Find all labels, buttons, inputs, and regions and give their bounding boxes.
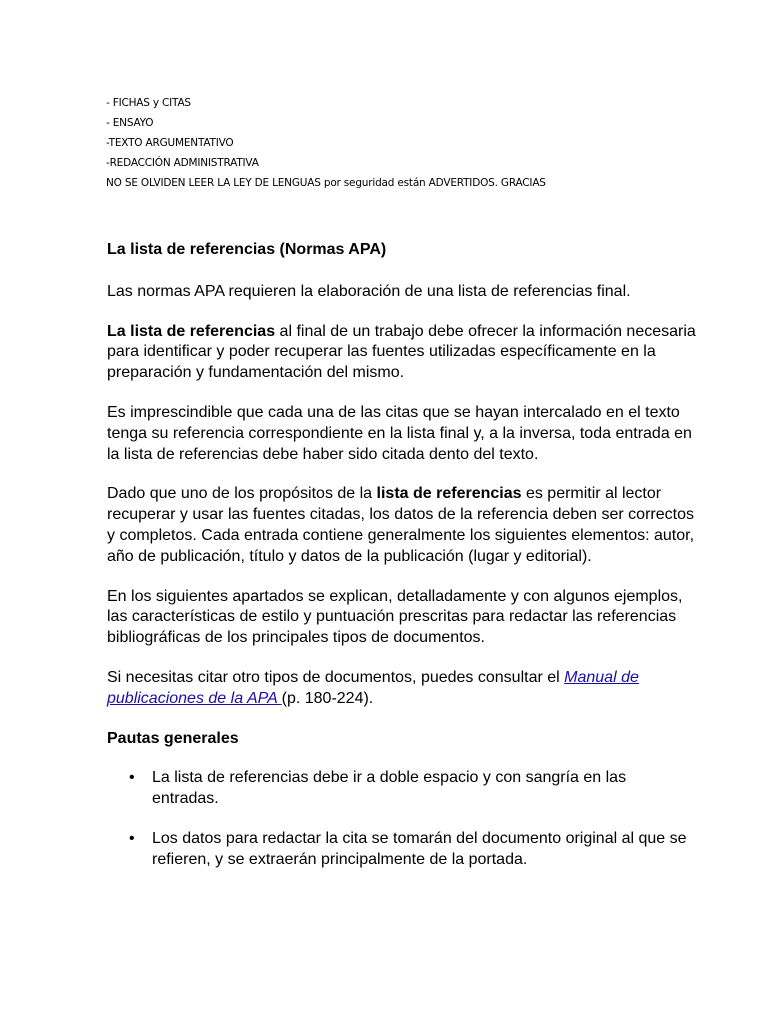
bullet-icon: • — [129, 829, 135, 847]
apa-manual-link[interactable]: Manual de publicaciones de la APA — [107, 668, 639, 707]
bold-term: La lista de referencias — [107, 322, 276, 340]
note-warning-line: NO SE OLVIDEN LEER LA LEY DE LENGUAS por seguridad están ADVERTIDOS. GRACIAS — [106, 177, 546, 189]
list-item-text: La lista de referencias debe ir a doble espacio y con sangría en las entradas. — [152, 769, 627, 808]
note-line: - FICHAS y CITAS — [106, 97, 191, 109]
paragraph-1 — [107, 322, 697, 384]
article-title: La lista de referencias (Normas APA) — [107, 241, 387, 258]
note-line: - ENSAYO — [106, 117, 154, 129]
note-line: -TEXTO ARGUMENTATIVO — [106, 137, 234, 149]
guidelines-list — [107, 768, 697, 870]
note-line: -REDACCIÓN ADMINISTRATIVA — [106, 157, 259, 169]
paragraph-5 — [107, 668, 697, 710]
paragraph-4: En los siguientes apartados se explican, detalladamente y con algunos ejemplos, las características de estilo y puntuación prescritas para redactar las referencias bibliográficas de los principales tipos de documentos. — [107, 587, 683, 647]
bold-term: lista de referencias — [376, 485, 522, 503]
paragraph-text: Dado que uno de los propósitos de la — [107, 485, 377, 503]
intro-paragraph: Las normas APA requieren la elaboración de una lista de referencias final. — [107, 282, 631, 300]
list-item — [107, 829, 697, 871]
paragraph-text: al final de un trabajo debe ofrecer la información necesaria para identificar y poder recuperar las fuentes utilizadas específicamente en la preparación y fundamentación del mismo. — [107, 322, 696, 382]
section-heading: Pautas generales — [107, 729, 239, 747]
article-body — [107, 240, 697, 890]
paragraph-text: es permitir al lector recuperar y usar las fuentes citadas, los datos de la referencia deben ser correctos y completos. Cada entrada contiene generalmente los siguientes elementos: autor, año de publicación, título y datos de la publicación (lugar y editorial). — [107, 485, 695, 565]
notes-block — [106, 93, 706, 193]
bullet-icon: • — [129, 769, 135, 787]
paragraph-text: (p. 180-224). — [281, 689, 374, 707]
list-item — [107, 768, 697, 810]
paragraph-2: Es imprescindible que cada una de las citas que se hayan intercalado en el texto tenga su referencia correspondiente en la lista final y, a la inversa, toda entrada en la lista de referencias debe haber sido citada dento del texto. — [107, 403, 692, 463]
list-item-text: Los datos para redactar la cita se tomarán del documento original al que se refieren, y se extraerán principalmente de la portada. — [152, 829, 687, 868]
paragraph-text: Si necesitas citar otro tipos de documentos, puedes consultar el — [107, 668, 565, 686]
paragraph-3 — [107, 484, 697, 567]
